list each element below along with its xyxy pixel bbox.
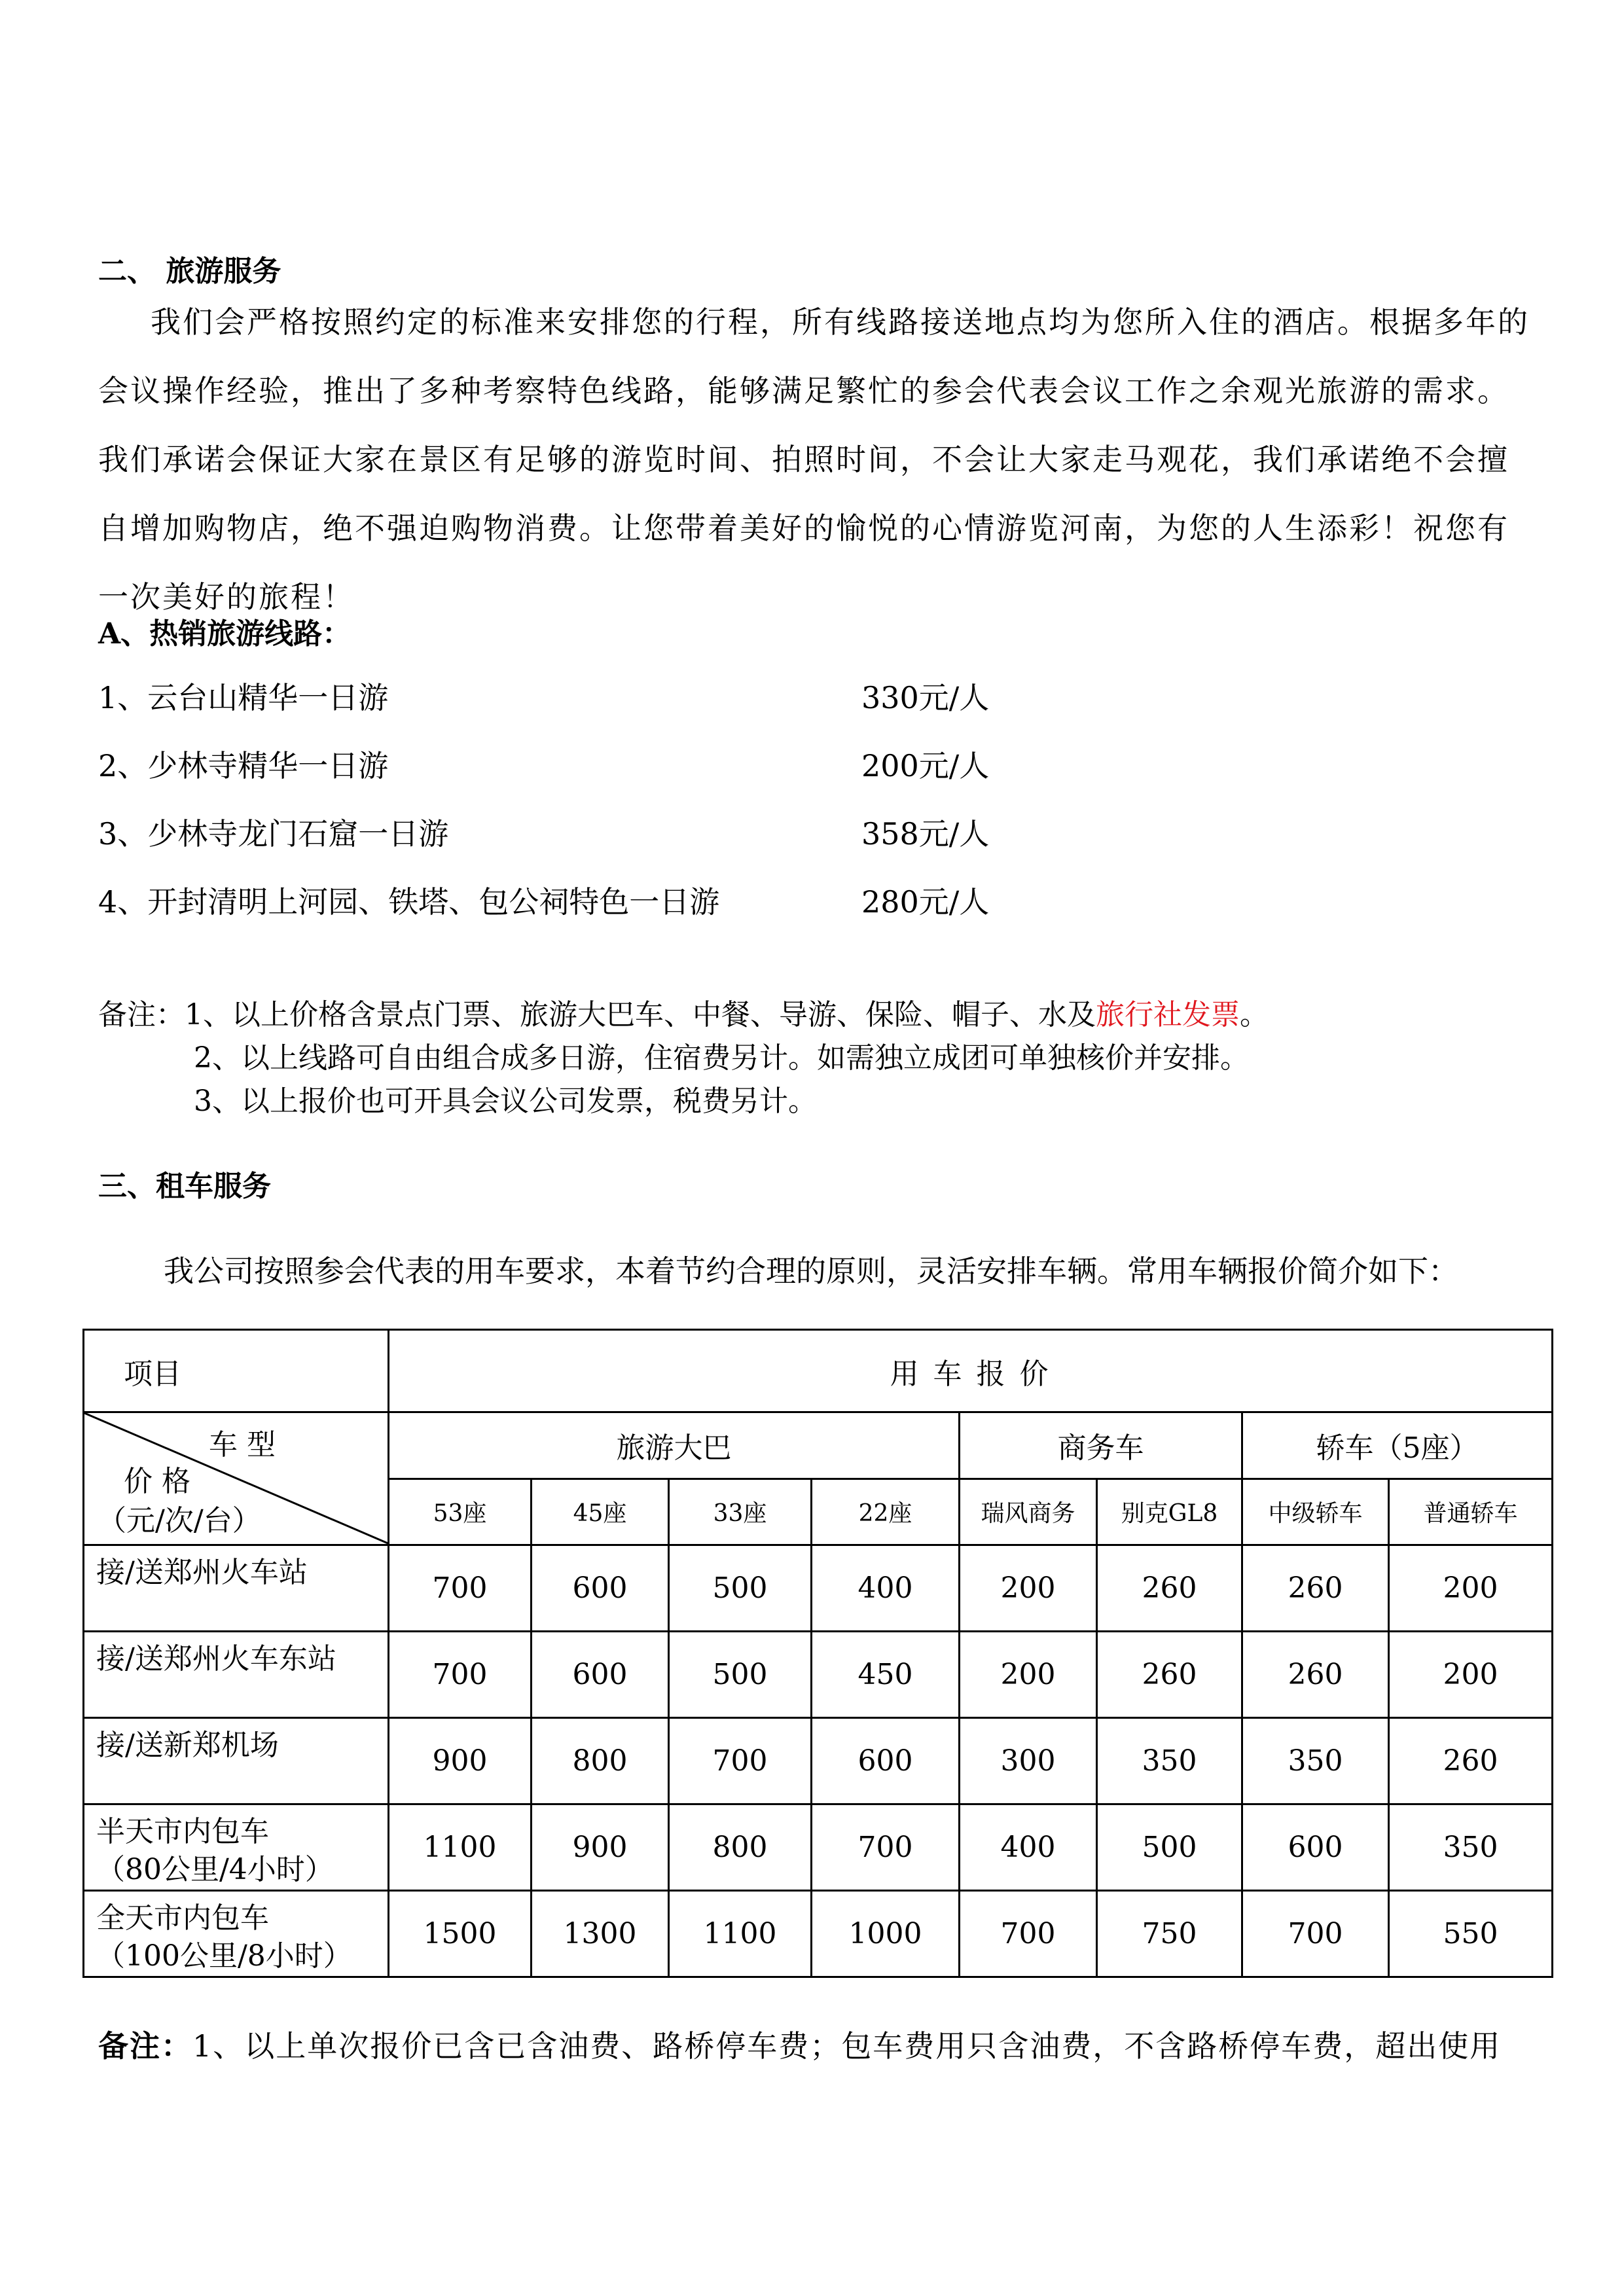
price-cell: 500 — [669, 1545, 812, 1632]
price-cell: 600 — [532, 1632, 669, 1718]
travel-intro-paragraph — [98, 288, 1538, 632]
price-cell: 450 — [812, 1632, 960, 1718]
group-bus: 旅游大巴 — [389, 1412, 960, 1479]
price-cell: 1000 — [812, 1891, 960, 1977]
model-header: 别克GL8 — [1097, 1479, 1242, 1545]
route-price: 280元/人 — [861, 884, 990, 920]
price-cell: 550 — [1389, 1891, 1553, 1977]
price-cell: 900 — [389, 1718, 532, 1804]
table-row — [84, 1545, 1553, 1632]
group-business: 商务车 — [960, 1412, 1242, 1479]
travel-note-1 — [98, 991, 1269, 1033]
model-header: 45座 — [532, 1479, 669, 1545]
diag-car-type: 车 型 — [209, 1428, 276, 1462]
rental-note-label: 备注： — [98, 2028, 192, 2064]
route-price: 358元/人 — [861, 816, 990, 852]
price-cell: 700 — [812, 1804, 960, 1891]
note-label: 备注： — [98, 998, 185, 1031]
price-cell: 350 — [1389, 1804, 1553, 1891]
price-cell: 500 — [669, 1632, 812, 1718]
price-cell: 350 — [1242, 1718, 1389, 1804]
table-row — [84, 1718, 1553, 1804]
diag-price: 价 格 — [124, 1465, 190, 1498]
price-cell: 500 — [1097, 1804, 1242, 1891]
model-header: 瑞风商务 — [960, 1479, 1097, 1545]
rental-intro: 我公司按照参会代表的用车要求，本着节约合理的原则，灵活安排车辆。常用车辆报价简介如下： — [164, 1253, 1458, 1289]
price-cell: 800 — [669, 1804, 812, 1891]
price-cell: 1300 — [532, 1891, 669, 1977]
row-label: 接/送郑州火车东站 — [84, 1632, 389, 1718]
row-label: 接/送郑州火车站 — [84, 1545, 389, 1632]
group-sedan: 轿车（5座） — [1242, 1412, 1553, 1479]
price-cell: 900 — [532, 1804, 669, 1891]
price-header: 用 车 报 价 — [389, 1330, 1553, 1412]
rental-price-table — [82, 1329, 1553, 1978]
price-cell: 260 — [1097, 1545, 1242, 1632]
price-cell: 800 — [532, 1718, 669, 1804]
table-row — [84, 1804, 1553, 1891]
price-cell: 1100 — [389, 1804, 532, 1891]
diag-unit: （元/次/台） — [98, 1504, 261, 1537]
price-cell: 400 — [960, 1804, 1097, 1891]
table-row — [84, 1891, 1553, 1977]
price-cell: 400 — [812, 1545, 960, 1632]
route-name: 1、云台山精华一日游 — [98, 680, 389, 715]
note-1-highlight: 旅行社发票 — [1096, 998, 1240, 1031]
price-cell: 700 — [389, 1632, 532, 1718]
model-header: 中级轿车 — [1242, 1479, 1389, 1545]
routes-heading: A、热销旅游线路： — [98, 617, 352, 651]
price-cell: 260 — [1097, 1632, 1242, 1718]
price-cell: 1100 — [669, 1891, 812, 1977]
row-label: 半天市内包车 （80公里/4小时） — [84, 1804, 389, 1891]
diagonal-header-cell — [84, 1412, 389, 1545]
price-cell: 700 — [669, 1718, 812, 1804]
price-cell: 200 — [1389, 1632, 1553, 1718]
price-cell: 260 — [1242, 1632, 1389, 1718]
item-header: 项目 — [84, 1330, 389, 1412]
price-cell: 260 — [1242, 1545, 1389, 1632]
price-cell: 1500 — [389, 1891, 532, 1977]
rental-note-text: 1、以上单次报价已含已含油费、路桥停车费；包车费用只含油费，不含路桥停车费，超出使用 — [192, 2028, 1502, 2064]
route-name: 2、少林寺精华一日游 — [98, 748, 389, 783]
price-cell: 600 — [1242, 1804, 1389, 1891]
price-cell: 700 — [1242, 1891, 1389, 1977]
travel-note-2: 2、以上线路可自由组合成多日游，住宿费另计。如需独立成团可单独核价并安排。 — [194, 1041, 1249, 1075]
price-cell: 750 — [1097, 1891, 1242, 1977]
route-name: 4、开封清明上河园、铁塔、包公祠特色一日游 — [98, 884, 720, 920]
route-price: 330元/人 — [861, 680, 990, 715]
price-cell: 600 — [532, 1545, 669, 1632]
note-1-suffix: 。 — [1240, 998, 1269, 1031]
section-heading-travel: 二、 旅游服务 — [98, 255, 281, 288]
price-cell: 700 — [960, 1891, 1097, 1977]
price-cell: 260 — [1389, 1718, 1553, 1804]
model-header: 普通轿车 — [1389, 1479, 1553, 1545]
price-cell: 600 — [812, 1718, 960, 1804]
row-label: 接/送新郑机场 — [84, 1718, 389, 1804]
price-cell: 350 — [1097, 1718, 1242, 1804]
model-header: 33座 — [669, 1479, 812, 1545]
price-cell: 200 — [1389, 1545, 1553, 1632]
model-header: 22座 — [812, 1479, 960, 1545]
travel-intro-text: 我们会严格按照约定的标准来安排您的行程，所有线路接送地点均为您所入住的酒店。根据多年的会议操作经验，推出了多种考察特色线路，能够满足繁忙的参会代表会议工作之余观光旅游的需求。我们承诺会保证大家在景区有足够的游览时间、拍照时间，不会让大家走马观花，我们承诺绝不会擅自增加购物店，绝不强迫购物消费。让您带着美好的愉悦的心情游览河南，为您的人生添彩！祝您有一次美好的旅程！ — [98, 304, 1530, 615]
travel-note-3: 3、以上报价也可开具会议公司发票，税费另计。 — [194, 1085, 817, 1118]
row-label: 全天市内包车 （100公里/8小时） — [84, 1891, 389, 1977]
price-cell: 300 — [960, 1718, 1097, 1804]
price-cell: 700 — [389, 1545, 532, 1632]
price-cell: 200 — [960, 1545, 1097, 1632]
route-price: 200元/人 — [861, 748, 990, 783]
model-header: 53座 — [389, 1479, 532, 1545]
table-row — [84, 1632, 1553, 1718]
price-cell: 200 — [960, 1632, 1097, 1718]
section-heading-rental: 三、租车服务 — [98, 1170, 271, 1203]
rental-note — [98, 2022, 1501, 2066]
route-name: 3、少林寺龙门石窟一日游 — [98, 816, 449, 852]
note-1-text: 1、以上价格含景点门票、旅游大巴车、中餐、导游、保险、帽子、水及 — [185, 998, 1096, 1031]
